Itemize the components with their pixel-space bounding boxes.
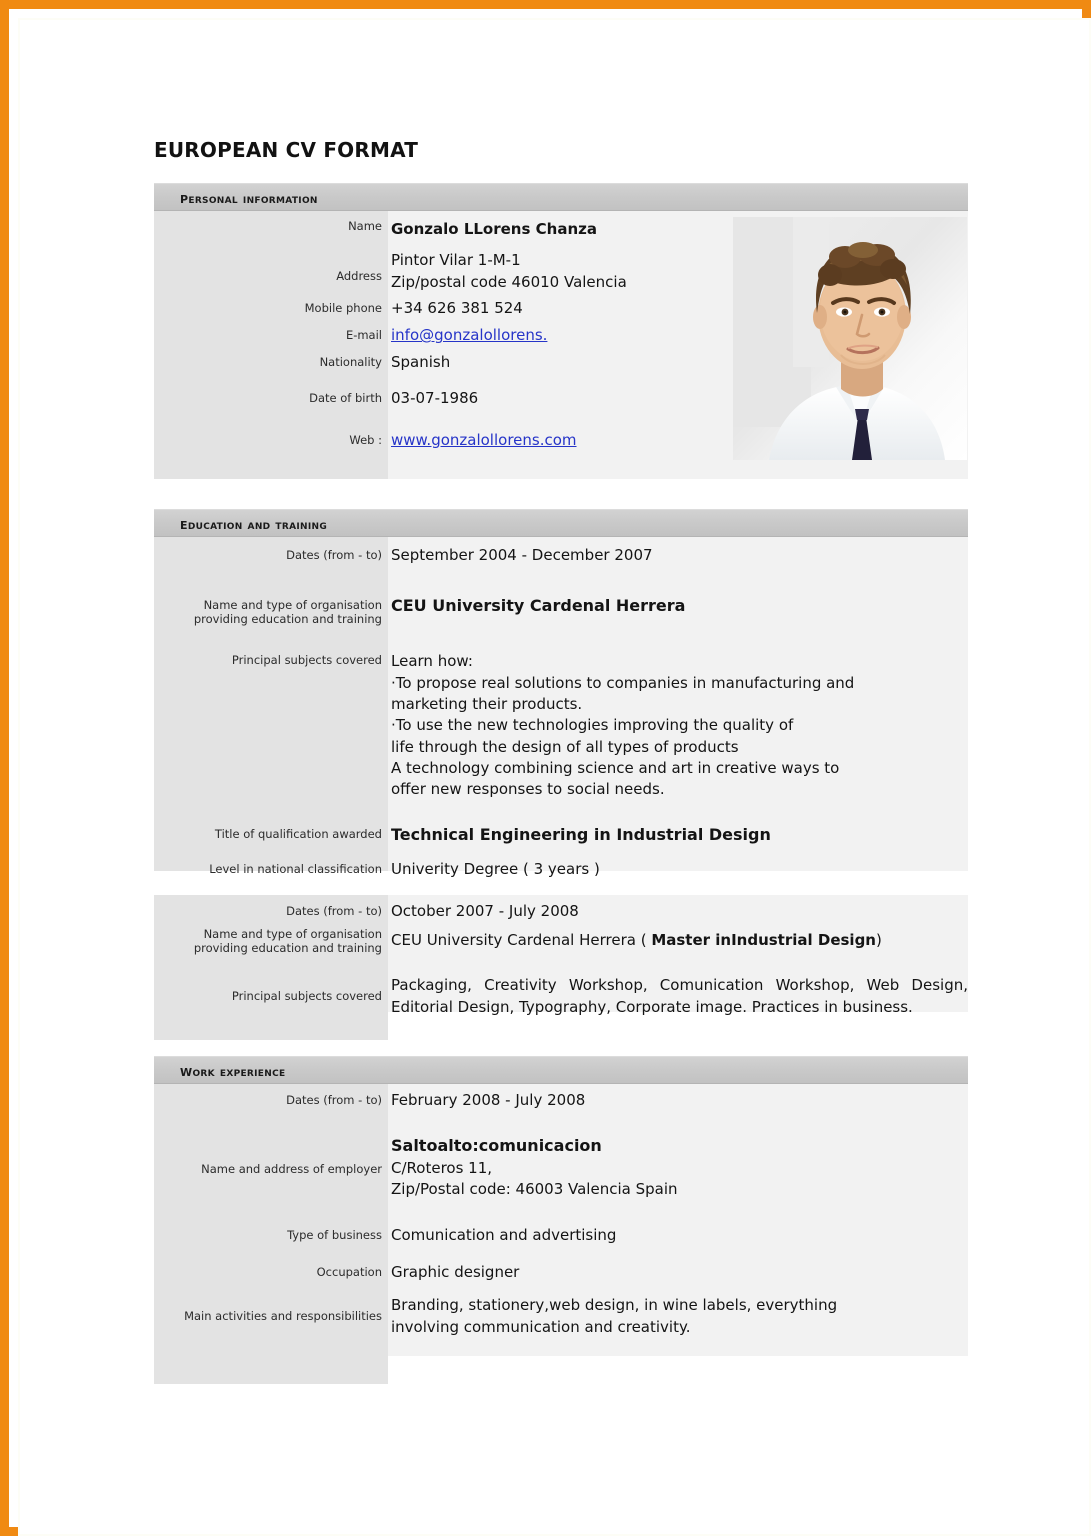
field-value-mobile-phone: +34 626 381 524: [391, 298, 523, 317]
field-value-nationality: Spanish: [391, 353, 451, 372]
address-line-1: Pintor Vilar 1-M-1: [391, 251, 521, 270]
field-label-principal-subjects: Principal subjects covered: [231, 653, 382, 668]
field-label-name: Name: [348, 219, 382, 233]
field-value-organisation: [386, 930, 968, 951]
subject-line: Editorial Design, Typography, Corporate image. Practices in business.: [391, 997, 913, 1016]
subject-line: Learn how:: [391, 652, 473, 671]
field-row-address: [154, 250, 968, 293]
field-label-web: Web :: [349, 433, 382, 448]
field-row-national-level: [154, 859, 968, 880]
field-value-web: [386, 430, 968, 451]
field-label-organisation: [154, 598, 386, 626]
section-header-work-experience: [154, 1056, 968, 1084]
section-header-label: education and training: [180, 515, 328, 533]
employer-address-line-2: Zip/Postal code: 46003 Valencia Spain: [391, 1180, 678, 1199]
field-value-name: Gonzalo LLorens Chanza: [391, 220, 597, 238]
field-label-nationality: Nationality: [319, 355, 382, 370]
field-row-date-of-birth: [154, 388, 968, 409]
field-value-type-of-business: Comunication and advertising: [391, 1225, 617, 1244]
address-line-2: Zip/postal code 46010 Valencia: [391, 272, 627, 291]
field-label-date-of-birth: Date of birth: [309, 390, 382, 405]
field-row-dates: [154, 545, 968, 566]
field-label-organisation: [154, 927, 386, 955]
field-label-mobile-phone: Mobile phone: [304, 300, 382, 315]
section-header-label: personal information: [180, 189, 318, 207]
organisation-label-line-2: providing education and training: [193, 941, 382, 956]
field-label-email: E-mail: [345, 328, 382, 343]
field-row-main-activities: [154, 1295, 968, 1338]
field-value-main-activities: [386, 1295, 968, 1338]
field-label-qualification-title: Title of qualification awarded: [214, 827, 382, 842]
organisation-label-line-1: Name and type of organisation: [203, 927, 382, 942]
subject-line: ·To use the new technologies improving the quality of: [391, 716, 794, 735]
section-header-personal-information: [154, 183, 968, 211]
field-value-principal-subjects: [386, 975, 968, 1018]
field-row-organisation: [154, 598, 968, 626]
subject-line: Packaging, Creativity Workshop, Comunication Workshop, Web Design,: [391, 976, 968, 995]
field-value-occupation: Graphic designer: [391, 1262, 520, 1281]
subject-line: ·To propose real solutions to companies in manufacturing and: [391, 673, 855, 692]
education-entry-2: [154, 895, 968, 1040]
field-row-dates: [154, 1090, 968, 1111]
field-value-principal-subjects: [386, 651, 968, 800]
employer-name: Saltoalto:comunicacion: [391, 1136, 602, 1156]
field-row-web: [154, 430, 968, 451]
page-title: EUROPEAN CV FORMAT: [154, 138, 419, 162]
organisation-label-line-1: Name and type of organisation: [203, 598, 382, 613]
field-row-mobile-phone: [154, 298, 968, 319]
field-value-date-of-birth: 03-07-1986: [391, 388, 479, 407]
field-value-qualification-title: Technical Engineering in Industrial Design: [391, 825, 771, 845]
section-header-education-and-training: [154, 509, 968, 537]
organisation-name-prefix: CEU University Cardenal Herrera (: [391, 931, 652, 950]
field-value-dates: October 2007 - July 2008: [391, 902, 579, 920]
field-value-address: [386, 250, 968, 293]
field-value-employer: [386, 1135, 968, 1200]
field-label-address: Address: [336, 269, 382, 284]
subject-line: life through the design of all types of products: [391, 737, 739, 756]
field-value-dates: September 2004 - December 2007: [391, 546, 653, 564]
section-header-label: work experience: [180, 1062, 286, 1080]
field-value-national-level: Univerity Degree ( 3 years ): [391, 860, 600, 879]
field-row-principal-subjects: [154, 651, 968, 800]
subject-line: A technology combining science and art in creative ways to: [391, 758, 840, 777]
work-entry-1: [154, 1084, 968, 1384]
field-label-principal-subjects: Principal subjects covered: [231, 989, 382, 1004]
field-row-organisation: [154, 927, 968, 955]
field-row-principal-subjects: [154, 975, 968, 1018]
field-label-type-of-business: Type of business: [287, 1227, 382, 1242]
cv-document: [154, 138, 968, 1384]
field-row-dates: [154, 901, 968, 922]
employer-address-line-1: C/Roteros 11,: [391, 1159, 493, 1178]
field-label-dates: Dates (from - to): [286, 548, 382, 562]
field-row-nationality: [154, 352, 968, 373]
field-row-name: [154, 219, 968, 240]
activity-line-2: involving communication and creativity.: [391, 1317, 691, 1336]
page-canvas: [18, 18, 1091, 1536]
field-label-dates: Dates (from - to): [286, 1093, 382, 1107]
field-row-employer: [154, 1135, 968, 1200]
organisation-label-line-2: providing education and training: [193, 612, 382, 627]
field-value-dates: February 2008 - July 2008: [391, 1091, 586, 1109]
field-row-type-of-business: [154, 1225, 968, 1246]
subject-line: offer new responses to social needs.: [391, 780, 665, 799]
website-link[interactable]: www.gonzalollorens.com: [391, 431, 577, 450]
field-label-national-level: Level in national classification: [209, 862, 382, 877]
subject-line: marketing their products.: [391, 694, 583, 713]
organisation-name-suffix: ): [875, 931, 882, 950]
field-label-main-activities: Main activities and responsibilities: [184, 1309, 382, 1324]
field-label-occupation: Occupation: [316, 1264, 382, 1279]
field-row-occupation: [154, 1262, 968, 1283]
field-row-qualification-title: [154, 824, 968, 847]
education-entry-1: [154, 537, 968, 879]
field-value-organisation: CEU University Cardenal Herrera: [391, 596, 686, 616]
field-label-dates: Dates (from - to): [286, 904, 382, 918]
field-label-employer: Name and address of employer: [201, 1162, 382, 1177]
organisation-name-degree: Master inIndustrial Design: [651, 931, 876, 950]
personal-information-block: [154, 211, 968, 479]
activity-line-1: Branding, stationery,web design, in wine labels, everything: [391, 1296, 838, 1315]
field-row-email: [154, 325, 968, 346]
field-value-email: [386, 325, 968, 346]
email-link[interactable]: info@gonzalollorens.: [391, 326, 548, 345]
